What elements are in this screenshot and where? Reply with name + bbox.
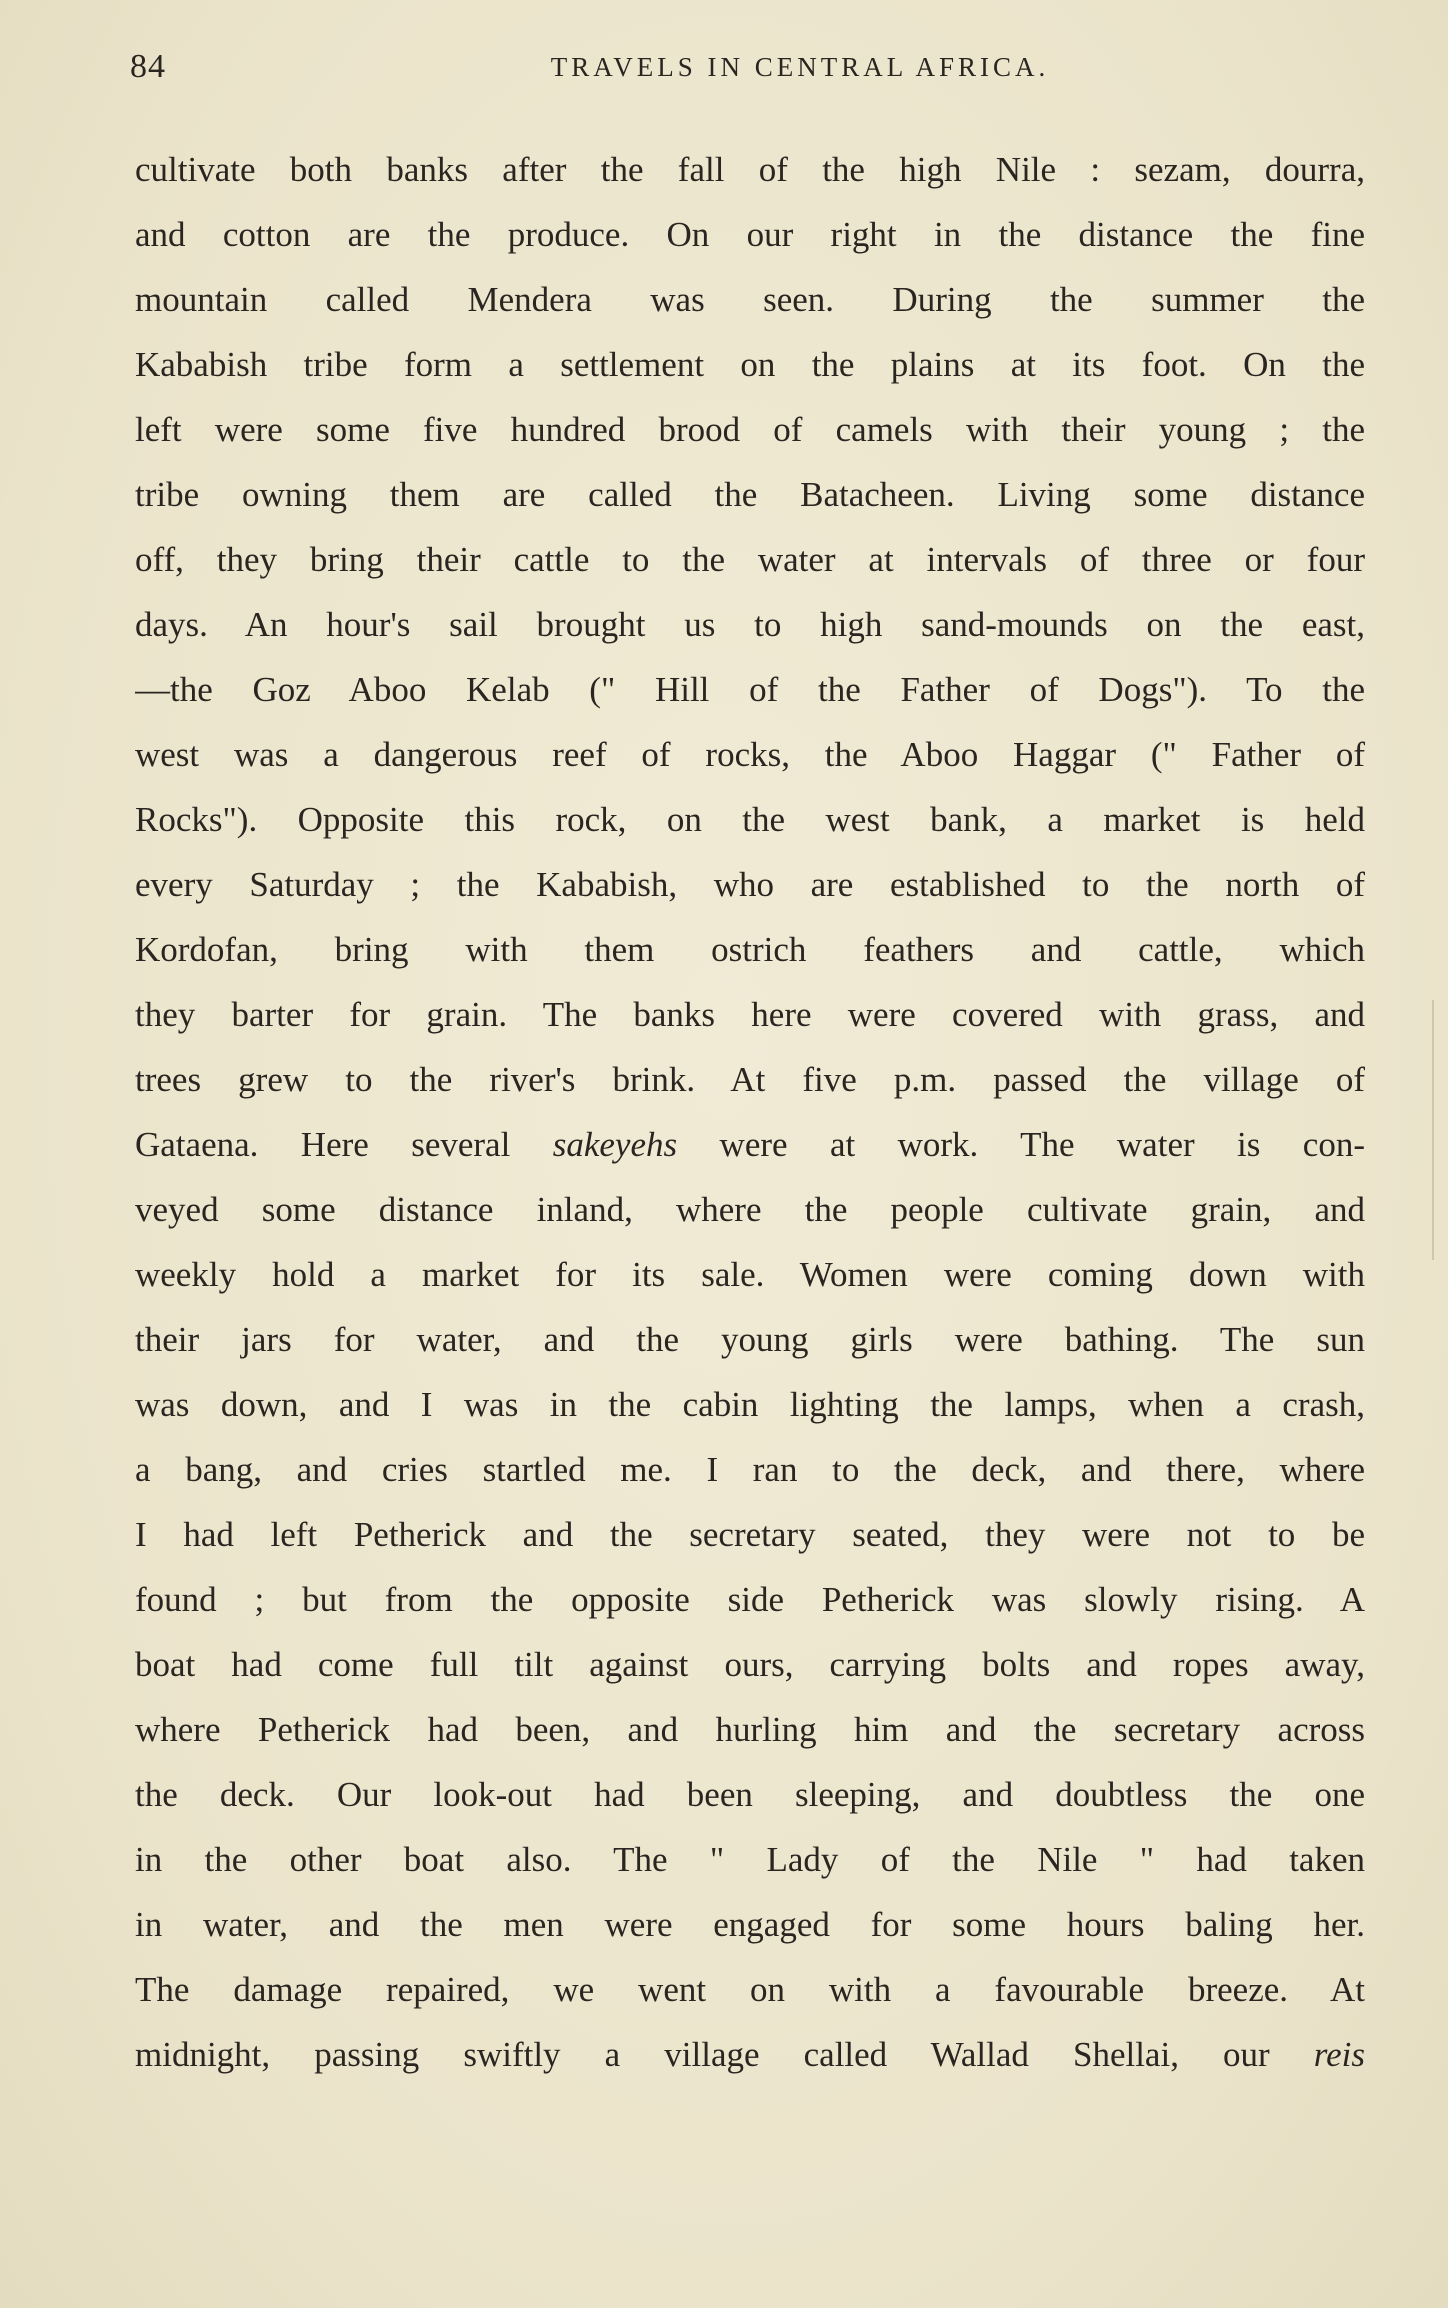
text-line: found ; but from the opposite side Petherick was slowly rising. A <box>135 1580 1365 1619</box>
text-line: trees grew to the river's brink. At five p.m. passed the village of <box>135 1060 1365 1099</box>
text-line: off, they bring their cattle to the water at intervals of three or four <box>135 540 1365 579</box>
text-line: Rocks"). Opposite this rock, on the west bank, a market is held <box>135 800 1365 839</box>
text-line: west was a dangerous reef of rocks, the Aboo Haggar (" Father of <box>135 735 1365 774</box>
text-line: in the other boat also. The " Lady of the Nile " had taken <box>135 1840 1365 1879</box>
text-line: veyed some distance inland, where the people cultivate grain, and <box>135 1190 1365 1229</box>
text-line: a bang, and cries startled me. I ran to the deck, and there, where <box>135 1450 1365 1489</box>
text-line: was down, and I was in the cabin lighting the lamps, when a crash, <box>135 1385 1365 1424</box>
text-line: days. An hour's sail brought us to high sand-mounds on the east, <box>135 605 1365 644</box>
text-line: left were some five hundred brood of camels with their young ; the <box>135 410 1365 449</box>
text-line: the deck. Our look-out had been sleeping, and doubtless the one <box>135 1775 1365 1814</box>
text-line: —the Goz Aboo Kelab (" Hill of the Father of Dogs"). To the <box>135 670 1365 709</box>
text-line: boat had come full tilt against ours, carrying bolts and ropes away, <box>135 1645 1365 1684</box>
page-edge-shadow <box>1432 1000 1434 1260</box>
text-line: weekly hold a market for its sale. Women were coming down with <box>135 1255 1365 1294</box>
text-line: where Petherick had been, and hurling him and the secretary across <box>135 1710 1365 1749</box>
text-line: The damage repaired, we went on with a favourable breeze. At <box>135 1970 1365 2009</box>
text-line: cultivate both banks after the fall of the high Nile : sezam, dourra, <box>135 150 1365 189</box>
body-text <box>135 145 1365 2095</box>
text-line: tribe owning them are called the Batacheen. Living some distance <box>135 475 1365 514</box>
text-line: I had left Petherick and the secretary seated, they were not to be <box>135 1515 1365 1554</box>
text-line: they barter for grain. The banks here were covered with grass, and <box>135 995 1365 1034</box>
text-line: mountain called Mendera was seen. During the summer the <box>135 280 1365 319</box>
text-line: their jars for water, and the young girls were bathing. The sun <box>135 1320 1365 1359</box>
page-number: 84 <box>130 48 166 85</box>
text-line: Kababish tribe form a settlement on the plains at its foot. On the <box>135 345 1365 384</box>
text-line: Kordofan, bring with them ostrich feathers and cattle, which <box>135 930 1365 969</box>
text-line: in water, and the men were engaged for some hours baling her. <box>135 1905 1365 1944</box>
page-header <box>130 48 1370 98</box>
text-line: Gataena. Here several sakeyehs were at work. The water is con- <box>135 1125 1365 1164</box>
text-line: midnight, passing swiftly a village called Wallad Shellai, our reis <box>135 2035 1365 2074</box>
running-head: TRAVELS IN CENTRAL AFRICA. <box>550 52 1050 82</box>
text-line: every Saturday ; the Kababish, who are established to the north of <box>135 865 1365 904</box>
text-line: and cotton are the produce. On our right in the distance the fine <box>135 215 1365 254</box>
